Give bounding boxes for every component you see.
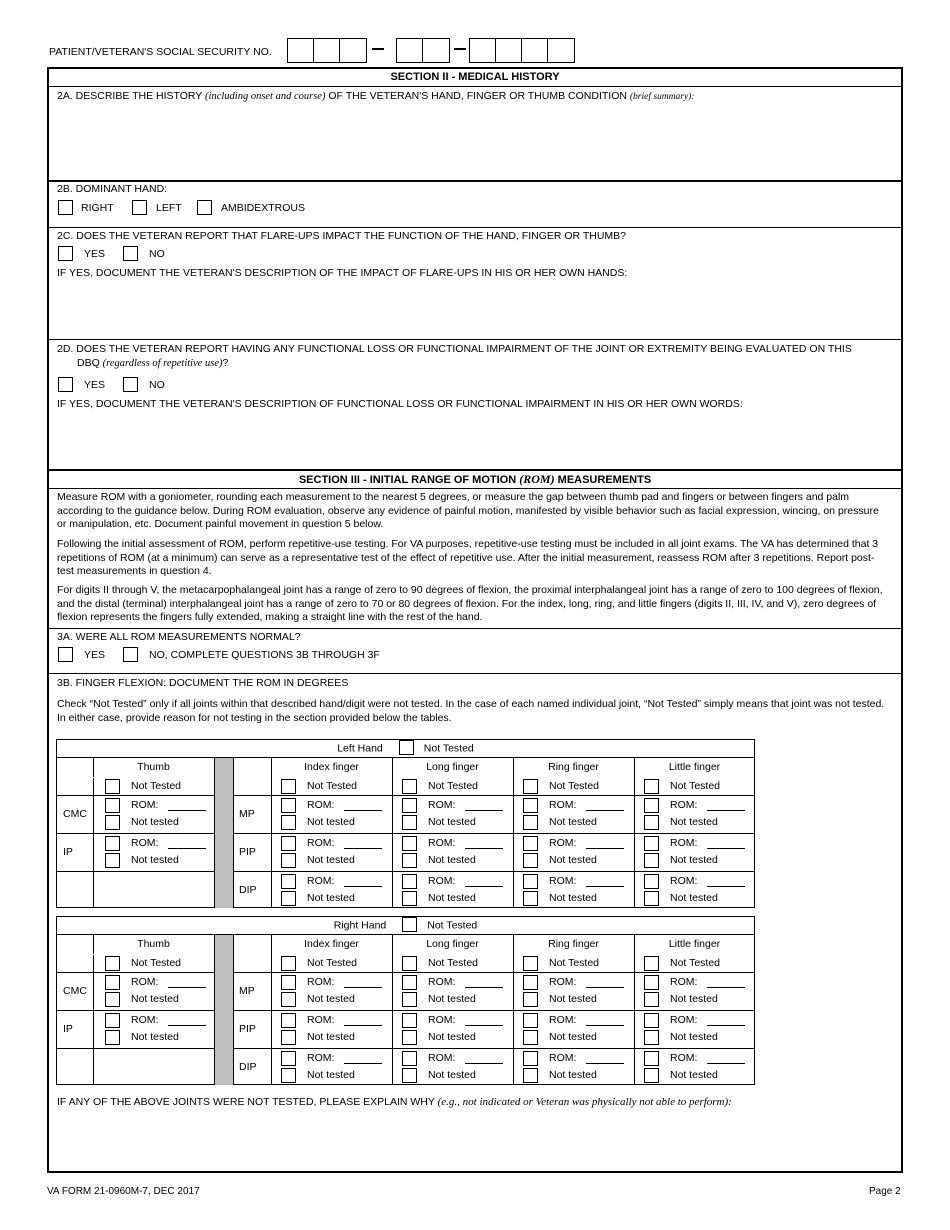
- right-finger-rom-checkbox[interactable]: [402, 975, 417, 990]
- question-2d-cont: DBQ (regardless of repetitive use)?: [77, 357, 229, 369]
- rom-instructions-3: For digits II through V, the metacarpophalangeal joint has a range of zero to 90 degrees of flexion, the proximal interphalangeal joint has a range of zero to 100 degrees of flexion, and the distal (terminal) interphalangeal joint has a range of zero to 70 or 80 degrees of flexion. For the index, long, ring, and little fingers (digits II, III, IV, and V), zero degrees of flexion represents the fingers fully extended, making a straight line with the rest of the hand.: [57, 584, 883, 623]
- left-finger-rom-field[interactable]: [465, 886, 503, 887]
- question-2a: 2A. DESCRIBE THE HISTORY (including onset and course) OF THE VETERAN'S HAND, FINGER OR THUMB CONDITION (brief summary):: [57, 90, 695, 102]
- not-tested-label: Not Tested: [549, 780, 600, 792]
- option-label: YES: [84, 248, 106, 260]
- rom-label: ROM:: [549, 799, 577, 811]
- right-finger-rom-checkbox[interactable]: [402, 1013, 417, 1028]
- right-finger-joint-not-tested-checkbox[interactable]: [281, 1030, 296, 1045]
- not-tested-explanation-area[interactable]: [55, 1112, 895, 1168]
- left-thumb-joint-not-tested-checkbox[interactable]: [105, 815, 120, 830]
- option-label: YES: [84, 379, 106, 391]
- right-finger-rom-field[interactable]: [344, 1025, 382, 1026]
- right-hand-not-tested-checkbox[interactable]: [402, 917, 417, 932]
- left-hand-rom-table: [56, 739, 755, 908]
- right-finger-rom-field[interactable]: [465, 1025, 503, 1026]
- divider: [48, 86, 902, 87]
- question-3b: 3B. FINGER FLEXION: DOCUMENT THE ROM IN DEGREES: [57, 677, 349, 689]
- right-finger-joint-not-tested-checkbox[interactable]: [644, 992, 659, 1007]
- not-tested-label: Not tested: [549, 1069, 597, 1081]
- left-finger-not-tested-checkbox[interactable]: [281, 779, 296, 794]
- option-label: RIGHT: [81, 202, 114, 214]
- not-tested-label: Not Tested: [549, 957, 600, 969]
- left-finger-rom-field[interactable]: [707, 886, 745, 887]
- left-finger-rom-field[interactable]: [465, 848, 503, 849]
- left-finger-rom-field[interactable]: [344, 810, 382, 811]
- left-finger-rom-field[interactable]: [586, 886, 624, 887]
- left-finger-rom-checkbox[interactable]: [644, 798, 659, 813]
- ssn-field-3[interactable]: [469, 38, 575, 63]
- flareup-answer-area[interactable]: [55, 282, 895, 336]
- not-tested-label: Not tested: [549, 854, 597, 866]
- functional-loss-answer-area[interactable]: [55, 413, 895, 467]
- right-finger-rom-field[interactable]: [586, 987, 624, 988]
- rom-label: ROM:: [428, 976, 456, 988]
- left-finger-joint-not-tested-checkbox[interactable]: [281, 891, 296, 906]
- hand-header: [57, 740, 754, 758]
- not-tested-label: Not tested: [131, 993, 179, 1005]
- right-thumb-rom-checkbox[interactable]: [105, 975, 120, 990]
- rom-label: ROM:: [549, 976, 577, 988]
- right-hand-checkbox[interactable]: [58, 200, 73, 215]
- left-finger-rom-checkbox[interactable]: [402, 836, 417, 851]
- flareup-yes-checkbox[interactable]: [58, 246, 73, 261]
- question-2d: 2D. DOES THE VETERAN REPORT HAVING ANY FUNCTIONAL LOSS OR FUNCTIONAL IMPAIRMENT OF THE JOINT OR EXTREMITY BEING EVALUATED ON THIS: [57, 343, 852, 355]
- not-tested-label: Not tested: [428, 892, 476, 904]
- right-finger-rom-field[interactable]: [707, 1063, 745, 1064]
- divider: [48, 469, 902, 471]
- grid-line: [233, 1010, 754, 1011]
- not-tested-label: Not tested: [307, 854, 355, 866]
- rom-label: ROM:: [307, 976, 335, 988]
- ssn-field-1[interactable]: [287, 38, 367, 63]
- right-thumb-rom-field[interactable]: [168, 1025, 206, 1026]
- right-finger-rom-checkbox[interactable]: [523, 975, 538, 990]
- right-finger-rom-checkbox[interactable]: [523, 1051, 538, 1066]
- grid-line: [57, 1010, 214, 1011]
- divider: [48, 673, 902, 674]
- left-finger-rom-checkbox[interactable]: [281, 798, 296, 813]
- finger-header: Little finger: [668, 761, 721, 773]
- option-label: LEFT: [156, 202, 182, 214]
- grid-line: [233, 871, 754, 872]
- right-finger-rom-checkbox[interactable]: [281, 1013, 296, 1028]
- question-2d-followup: IF YES, DOCUMENT THE VETERAN'S DESCRIPTION OF FUNCTIONAL LOSS OR FUNCTIONAL IMPAIRMENT IN HIS OR HER OWN WORDS:: [57, 398, 743, 410]
- left-finger-rom-field[interactable]: [707, 810, 745, 811]
- finger-header: Ring finger: [548, 938, 599, 950]
- not-tested-label: Not tested: [307, 816, 355, 828]
- rom-label: ROM:: [549, 1014, 577, 1026]
- finger-header: Long finger: [426, 761, 479, 773]
- left-finger-joint-not-tested-checkbox[interactable]: [402, 815, 417, 830]
- page-number: Page 2: [869, 1186, 901, 1197]
- not-tested-label: Not tested: [307, 1031, 355, 1043]
- right-finger-not-tested-checkbox[interactable]: [523, 956, 538, 971]
- rom-normal-no-checkbox[interactable]: [123, 647, 138, 662]
- rom-label: ROM:: [428, 799, 456, 811]
- ssn-dash: [372, 48, 384, 50]
- joint-label: CMC: [63, 985, 87, 997]
- right-finger-rom-checkbox[interactable]: [402, 1051, 417, 1066]
- right-finger-rom-field[interactable]: [586, 1025, 624, 1026]
- not-tested-label: Not tested: [307, 993, 355, 1005]
- not-tested-label: Not tested: [428, 993, 476, 1005]
- rom-label: ROM:: [670, 875, 698, 887]
- not-tested-label: Not tested: [307, 1069, 355, 1081]
- left-finger-rom-checkbox[interactable]: [402, 874, 417, 889]
- left-finger-rom-checkbox[interactable]: [523, 836, 538, 851]
- grid-line: [57, 972, 214, 973]
- not-tested-label: Not tested: [131, 854, 179, 866]
- right-finger-rom-checkbox[interactable]: [523, 1013, 538, 1028]
- grid-line: [57, 795, 214, 796]
- left-finger-rom-checkbox[interactable]: [523, 798, 538, 813]
- right-finger-joint-not-tested-checkbox[interactable]: [402, 1030, 417, 1045]
- left-hand-not-tested-checkbox[interactable]: [399, 740, 414, 755]
- left-finger-rom-checkbox[interactable]: [281, 836, 296, 851]
- rom-label: ROM:: [670, 976, 698, 988]
- joint-label: IP: [63, 846, 73, 858]
- not-tested-label: Not tested: [670, 854, 718, 866]
- rom-label: ROM:: [307, 1052, 335, 1064]
- not-tested-label: Not Tested: [428, 780, 479, 792]
- joint-label: MP: [239, 808, 255, 820]
- left-finger-rom-checkbox[interactable]: [523, 874, 538, 889]
- left-finger-joint-not-tested-checkbox[interactable]: [523, 891, 538, 906]
- left-thumb-not-tested-checkbox[interactable]: [105, 779, 120, 794]
- right-finger-rom-field[interactable]: [707, 987, 745, 988]
- spacer-column: [215, 935, 233, 1085]
- left-thumb-rom-field[interactable]: [168, 810, 206, 811]
- right-finger-not-tested-checkbox[interactable]: [281, 956, 296, 971]
- rom-label: ROM:: [670, 1052, 698, 1064]
- joint-label: IP: [63, 1023, 73, 1035]
- grid-gap: [93, 777, 214, 778]
- right-finger-rom-checkbox[interactable]: [281, 1051, 296, 1066]
- right-thumb-rom-checkbox[interactable]: [105, 1013, 120, 1028]
- question-2c-followup: IF YES, DOCUMENT THE VETERAN'S DESCRIPTION OF THE IMPACT OF FLARE-UPS IN HIS OR HER OWN HANDS:: [57, 267, 628, 279]
- left-finger-joint-not-tested-checkbox[interactable]: [644, 853, 659, 868]
- grid-line: [233, 795, 754, 796]
- hand-label: Right Hand: [333, 919, 387, 932]
- hand-header: [57, 917, 754, 935]
- right-finger-rom-checkbox[interactable]: [644, 1051, 659, 1066]
- divider: [48, 339, 902, 340]
- ssn-field-2[interactable]: [396, 38, 450, 63]
- right-finger-rom-field[interactable]: [344, 987, 382, 988]
- rom-label: ROM:: [307, 837, 335, 849]
- right-thumb-joint-not-tested-checkbox[interactable]: [105, 1030, 120, 1045]
- option-label: YES: [84, 649, 106, 661]
- left-thumb-rom-field[interactable]: [168, 848, 206, 849]
- rom-label: ROM:: [670, 799, 698, 811]
- joint-label: DIP: [239, 884, 257, 896]
- not-tested-label: Not tested: [549, 993, 597, 1005]
- rom-label: ROM:: [131, 799, 159, 811]
- section-2-title: SECTION II - MEDICAL HISTORY: [390, 71, 560, 83]
- rom-instructions-2: Following the initial assessment of ROM, perform repetitive-use testing. For VA purposes, repetitive-use testing must be included in all joint exams. The VA has determined that 3 repetitions of ROM (at a minimum) can serve as a representative test of the effect of repetitive use. After the initial measurement, reassess ROM after 3 repetitions. Report post-test measurements in question 4.: [57, 538, 879, 577]
- left-finger-rom-field[interactable]: [586, 810, 624, 811]
- divider: [48, 488, 902, 489]
- rom-instructions-1: Measure ROM with a goniometer, rounding each measurement to the nearest 5 degrees, or measure the gap between thumb pad and fingers or between fingers and palm according to the guidance below. During ROM evaluation, observe any evidence of painful motion, manifested by visible behavior such as facial expression, wincing, on pressure or manipulation, etc. Document painful movement in question 5 below.: [57, 491, 879, 530]
- rom-label: ROM:: [549, 875, 577, 887]
- not-tested-label: Not tested: [131, 816, 179, 828]
- rom-label: ROM:: [428, 1052, 456, 1064]
- right-thumb-rom-field[interactable]: [168, 987, 206, 988]
- left-thumb-joint-not-tested-checkbox[interactable]: [105, 853, 120, 868]
- rom-label: ROM:: [549, 1052, 577, 1064]
- right-finger-joint-not-tested-checkbox[interactable]: [644, 1030, 659, 1045]
- grid-line: [233, 1048, 754, 1049]
- history-answer-area[interactable]: [55, 104, 895, 176]
- grid-line: [57, 833, 214, 834]
- rom-normal-yes-checkbox[interactable]: [58, 647, 73, 662]
- not-tested-label: Not Tested: [670, 957, 721, 969]
- right-finger-rom-checkbox[interactable]: [281, 975, 296, 990]
- right-finger-joint-not-tested-checkbox[interactable]: [523, 1068, 538, 1083]
- not-tested-label: Not tested: [428, 1069, 476, 1081]
- finger-header: Index finger: [304, 938, 359, 950]
- rom-label: ROM:: [670, 837, 698, 849]
- rom-label: ROM:: [670, 1014, 698, 1026]
- question-2c: 2C. DOES THE VETERAN REPORT THAT FLARE-UPS IMPACT THE FUNCTION OF THE HAND, FINGER OR THUMB?: [57, 230, 627, 242]
- right-finger-joint-not-tested-checkbox[interactable]: [523, 992, 538, 1007]
- right-finger-not-tested-checkbox[interactable]: [644, 956, 659, 971]
- grid-gap: [93, 954, 214, 955]
- flareup-no-checkbox[interactable]: [123, 246, 138, 261]
- section-3-title: SECTION III - INITIAL RANGE OF MOTION (ROM) MEASUREMENTS: [298, 472, 652, 486]
- left-finger-rom-field[interactable]: [344, 886, 382, 887]
- not-tested-label: Not Tested: [427, 919, 478, 932]
- joint-label: CMC: [63, 808, 87, 820]
- grid-line: [233, 833, 754, 834]
- rom-label: ROM:: [428, 837, 456, 849]
- rom-label: ROM:: [428, 875, 456, 887]
- left-finger-joint-not-tested-checkbox[interactable]: [644, 891, 659, 906]
- left-finger-rom-field[interactable]: [344, 848, 382, 849]
- question-2b: 2B. DOMINANT HAND:: [57, 183, 168, 195]
- rom-label: ROM:: [131, 837, 159, 849]
- rom-label: ROM:: [131, 976, 159, 988]
- left-finger-joint-not-tested-checkbox[interactable]: [523, 815, 538, 830]
- right-finger-rom-field[interactable]: [707, 1025, 745, 1026]
- hand-label: Left Hand: [337, 742, 383, 755]
- not-tested-explanation-label: IF ANY OF THE ABOVE JOINTS WERE NOT TESTED, PLEASE EXPLAIN WHY (e.g., not indicated or Veteran was physically not able to perform):: [57, 1096, 732, 1108]
- not-tested-label: Not tested: [428, 816, 476, 828]
- not-tested-label: Not Tested: [428, 957, 479, 969]
- not-tested-label: Not tested: [670, 892, 718, 904]
- option-label: NO, COMPLETE QUESTIONS 3B THROUGH 3F: [149, 649, 380, 661]
- rom-label: ROM:: [307, 1014, 335, 1026]
- functional-loss-no-checkbox[interactable]: [123, 377, 138, 392]
- option-label: NO: [149, 379, 165, 391]
- ssn-label: PATIENT/VETERAN'S SOCIAL SECURITY NO.: [49, 46, 272, 58]
- divider: [48, 180, 902, 182]
- ssn-dash: [454, 48, 466, 50]
- right-finger-rom-field[interactable]: [586, 1063, 624, 1064]
- not-tested-label: Not tested: [670, 1031, 718, 1043]
- right-finger-rom-field[interactable]: [465, 987, 503, 988]
- joint-label: PIP: [239, 846, 256, 858]
- right-hand-rom-table: [56, 916, 755, 1085]
- left-finger-rom-field[interactable]: [465, 810, 503, 811]
- right-finger-rom-field[interactable]: [465, 1063, 503, 1064]
- finger-header: Long finger: [426, 938, 479, 950]
- right-finger-joint-not-tested-checkbox[interactable]: [523, 1030, 538, 1045]
- left-thumb-rom-checkbox[interactable]: [105, 798, 120, 813]
- thumb-header: Thumb: [137, 761, 170, 773]
- finger-header: Index finger: [304, 761, 359, 773]
- ambidextrous-checkbox[interactable]: [197, 200, 212, 215]
- rom-label: ROM:: [307, 799, 335, 811]
- not-tested-label: Not Tested: [131, 780, 182, 792]
- right-finger-joint-not-tested-checkbox[interactable]: [281, 1068, 296, 1083]
- joint-label: DIP: [239, 1061, 257, 1073]
- rom-label: ROM:: [131, 1014, 159, 1026]
- question-3b-instructions: Check “Not Tested” only if all joints within that described hand/digit were not tested. In the case of each named individual joint, “Not Tested” simply means that joint was not tested. In either case, provide reason for not testing in the section provided below the tables.: [57, 698, 885, 724]
- left-finger-joint-not-tested-checkbox[interactable]: [402, 853, 417, 868]
- right-finger-rom-checkbox[interactable]: [644, 1013, 659, 1028]
- left-finger-rom-field[interactable]: [707, 848, 745, 849]
- left-finger-rom-checkbox[interactable]: [644, 836, 659, 851]
- left-finger-rom-field[interactable]: [586, 848, 624, 849]
- right-finger-joint-not-tested-checkbox[interactable]: [402, 1068, 417, 1083]
- functional-loss-yes-checkbox[interactable]: [58, 377, 73, 392]
- divider: [48, 628, 902, 629]
- not-tested-label: Not Tested: [131, 957, 182, 969]
- left-finger-joint-not-tested-checkbox[interactable]: [281, 815, 296, 830]
- rom-label: ROM:: [549, 837, 577, 849]
- left-finger-joint-not-tested-checkbox[interactable]: [281, 853, 296, 868]
- not-tested-label: Not tested: [549, 892, 597, 904]
- not-tested-label: Not Tested: [423, 742, 474, 755]
- left-finger-joint-not-tested-checkbox[interactable]: [644, 815, 659, 830]
- left-finger-rom-checkbox[interactable]: [644, 874, 659, 889]
- grid-line: [57, 1048, 214, 1049]
- right-finger-joint-not-tested-checkbox[interactable]: [644, 1068, 659, 1083]
- right-thumb-joint-not-tested-checkbox[interactable]: [105, 992, 120, 1007]
- finger-header: Little finger: [668, 938, 721, 950]
- joint-label: PIP: [239, 1023, 256, 1035]
- left-finger-joint-not-tested-checkbox[interactable]: [523, 853, 538, 868]
- right-thumb-not-tested-checkbox[interactable]: [105, 956, 120, 971]
- grid-line: [57, 871, 214, 872]
- left-finger-rom-checkbox[interactable]: [402, 798, 417, 813]
- not-tested-label: Not tested: [549, 816, 597, 828]
- rom-label: ROM:: [307, 875, 335, 887]
- not-tested-label: Not Tested: [670, 780, 721, 792]
- option-label: AMBIDEXTROUS: [221, 202, 306, 214]
- not-tested-label: Not tested: [307, 892, 355, 904]
- joint-label: MP: [239, 985, 255, 997]
- rom-label: ROM:: [428, 1014, 456, 1026]
- left-finger-joint-not-tested-checkbox[interactable]: [402, 891, 417, 906]
- not-tested-label: Not tested: [428, 854, 476, 866]
- right-finger-joint-not-tested-checkbox[interactable]: [281, 992, 296, 1007]
- not-tested-label: Not tested: [670, 993, 718, 1005]
- option-label: NO: [149, 248, 165, 260]
- left-hand-checkbox[interactable]: [132, 200, 147, 215]
- not-tested-label: Not tested: [131, 1031, 179, 1043]
- thumb-header: Thumb: [137, 938, 170, 950]
- not-tested-label: Not Tested: [307, 780, 358, 792]
- right-finger-not-tested-checkbox[interactable]: [402, 956, 417, 971]
- left-finger-not-tested-checkbox[interactable]: [523, 779, 538, 794]
- divider: [48, 227, 902, 228]
- finger-header: Ring finger: [548, 761, 599, 773]
- right-finger-joint-not-tested-checkbox[interactable]: [402, 992, 417, 1007]
- left-finger-rom-checkbox[interactable]: [281, 874, 296, 889]
- question-3a: 3A. WERE ALL ROM MEASUREMENTS NORMAL?: [57, 631, 301, 643]
- left-thumb-rom-checkbox[interactable]: [105, 836, 120, 851]
- form-number: VA FORM 21-0960M-7, DEC 2017: [47, 1186, 200, 1197]
- not-tested-label: Not tested: [670, 816, 718, 828]
- right-finger-rom-checkbox[interactable]: [644, 975, 659, 990]
- not-tested-label: Not Tested: [307, 957, 358, 969]
- grid-line: [233, 972, 754, 973]
- spacer-column: [215, 758, 233, 908]
- not-tested-label: Not tested: [549, 1031, 597, 1043]
- right-finger-rom-field[interactable]: [344, 1063, 382, 1064]
- left-finger-not-tested-checkbox[interactable]: [402, 779, 417, 794]
- not-tested-label: Not tested: [428, 1031, 476, 1043]
- not-tested-label: Not tested: [670, 1069, 718, 1081]
- left-finger-not-tested-checkbox[interactable]: [644, 779, 659, 794]
